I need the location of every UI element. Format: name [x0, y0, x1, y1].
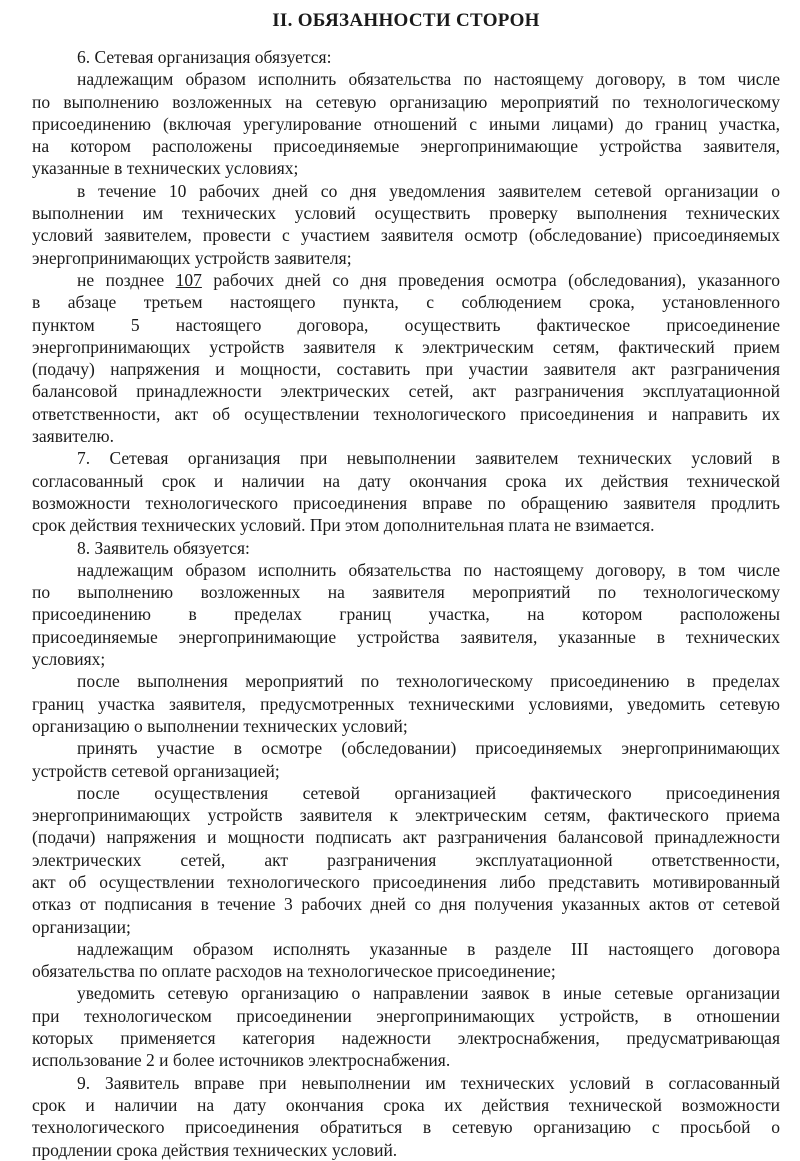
- text-line: которых применяется категория надежности электроснабжения, предусматривающая: [32, 1028, 780, 1049]
- text-line: по выполнению возложенных на сетевую организацию мероприятий по технологическому: [32, 91, 780, 112]
- text-line: согласованный срок и наличии на дату окончания срока их действия технической: [32, 470, 780, 491]
- text-fragment: не позднее: [77, 269, 176, 290]
- text-line: устройств сетевой организацией;: [32, 760, 280, 781]
- text-line: энергопринимающих устройств заявителя к электрическим сетям, фактический прием: [32, 336, 780, 357]
- text-line: энергопринимающих устройств заявителя к электрическим сетям, фактического приема: [32, 805, 780, 826]
- text-line: надлежащим образом исполнить обязательства по настоящему договору, в том числе: [77, 559, 780, 580]
- text-line: 6. Сетевая организация обязуется:: [77, 47, 332, 67]
- filled-value: 107: [175, 269, 202, 290]
- text-line: срок действия технических условий. При этом дополнительная плата не взимается.: [32, 515, 655, 536]
- text-line: условиях;: [32, 649, 106, 670]
- text-line: балансовой принадлежности электрических сетей, акт разграничения эксплуатационной: [32, 381, 780, 402]
- text-line: [32, 269, 780, 291]
- text-line: 7. Сетевая организация при невыполнении заявителем технических условий в: [77, 448, 780, 469]
- text-line: 9. Заявитель вправе при невыполнении им технических условий в согласованный: [77, 1072, 780, 1093]
- text-line: акт об осуществлении технологического присоединения либо представить мотивированный: [32, 871, 780, 892]
- text-line: срок и наличии на дату окончания срока их действия технической возможности: [32, 1094, 780, 1115]
- text-line: 8. Заявитель обязуется:: [77, 537, 250, 558]
- text-line: условий заявителем, провести с участием заявителя осмотр (обследование) присоединяемых: [32, 225, 780, 246]
- text-line: организацию о выполнении технических условий;: [32, 715, 408, 736]
- text-fragment: рабочих дней со дня проведения осмотра (обследования), указанного: [201, 269, 780, 290]
- text-line: на котором расположены присоединяемые энергопринимающие устройства заявителя,: [32, 136, 780, 157]
- text-line: присоединяемые энергопринимающие устройства заявителя, указанные в технических: [32, 626, 780, 647]
- section-title: II. ОБЯЗАННОСТИ СТОРОН: [272, 10, 540, 31]
- document-body: [32, 46, 780, 1161]
- text-line: ответственности, акт об осуществлении технологического присоединения и направить их: [32, 403, 780, 424]
- text-line: по выполнению возложенных на заявителя мероприятий по технологическому: [32, 582, 780, 603]
- text-line: в абзаце третьем настоящего пункта, с соблюдением срока, установленного: [32, 292, 780, 313]
- text-line: в течение 10 рабочих дней со дня уведомления заявителем сетевой организации о: [77, 180, 780, 201]
- text-line: организации;: [32, 916, 131, 937]
- text-line: выполнении им технических условий осуществить проверку выполнения технических: [32, 203, 780, 224]
- text-line: присоединению в пределах границ участка, на котором расположены: [32, 604, 780, 625]
- text-line: отказ от подписания в течение 3 рабочих дней со дня получения указанных актов от сетевой: [32, 894, 780, 915]
- text-line: обязательства по оплате расходов на технологическое присоединение;: [32, 961, 556, 982]
- text-line: границ участка заявителя, предусмотренных техническими условиями, уведомить сетевую: [32, 693, 780, 714]
- text-line: уведомить сетевую организацию о направлении заявок в иные сетевые организации: [77, 983, 780, 1004]
- text-line: продлении срока действия технических условий.: [32, 1139, 398, 1160]
- text-line: после выполнения мероприятий по технологическому присоединению в пределах: [77, 671, 780, 692]
- text-line: после осуществления сетевой организацией фактического присоединения: [77, 782, 780, 803]
- text-line: пунктом 5 настоящего договора, осуществить фактическое присоединение: [32, 314, 780, 335]
- text-line: технологического присоединения обратиться в сетевую организацию с просьбой о: [32, 1117, 780, 1138]
- text-line: энергопринимающих устройств заявителя;: [32, 247, 352, 268]
- text-line: принять участие в осмотре (обследовании) присоединяемых энергопринимающих: [77, 738, 780, 759]
- text-line: возможности технологического присоединения вправе по обращению заявителя продлить: [32, 492, 780, 513]
- text-line: надлежащим образом исполнить обязательства по настоящему договору, в том числе: [77, 69, 780, 90]
- text-line: использование 2 и более источников электроснабжения.: [32, 1050, 451, 1071]
- text-line: при технологическом присоединении энергопринимающих устройств, в отношении: [32, 1005, 780, 1026]
- text-line: указанные в технических условиях;: [32, 158, 299, 179]
- text-line: (подачи) напряжения и мощности подписать акт разграничения балансовой принадлежности: [32, 827, 780, 848]
- text-line: присоединению (включая урегулирование отношений с иными лицами) до границ участка,: [32, 113, 780, 134]
- text-line: заявителю.: [32, 426, 114, 447]
- text-line: (подачу) напряжения и мощности, составить при участии заявителя акт разграничения: [32, 359, 780, 380]
- text-line: электрических сетей, акт разграничения эксплуатационной ответственности,: [32, 849, 780, 870]
- text-line: надлежащим образом исполнять указанные в разделе III настоящего договора: [77, 938, 780, 959]
